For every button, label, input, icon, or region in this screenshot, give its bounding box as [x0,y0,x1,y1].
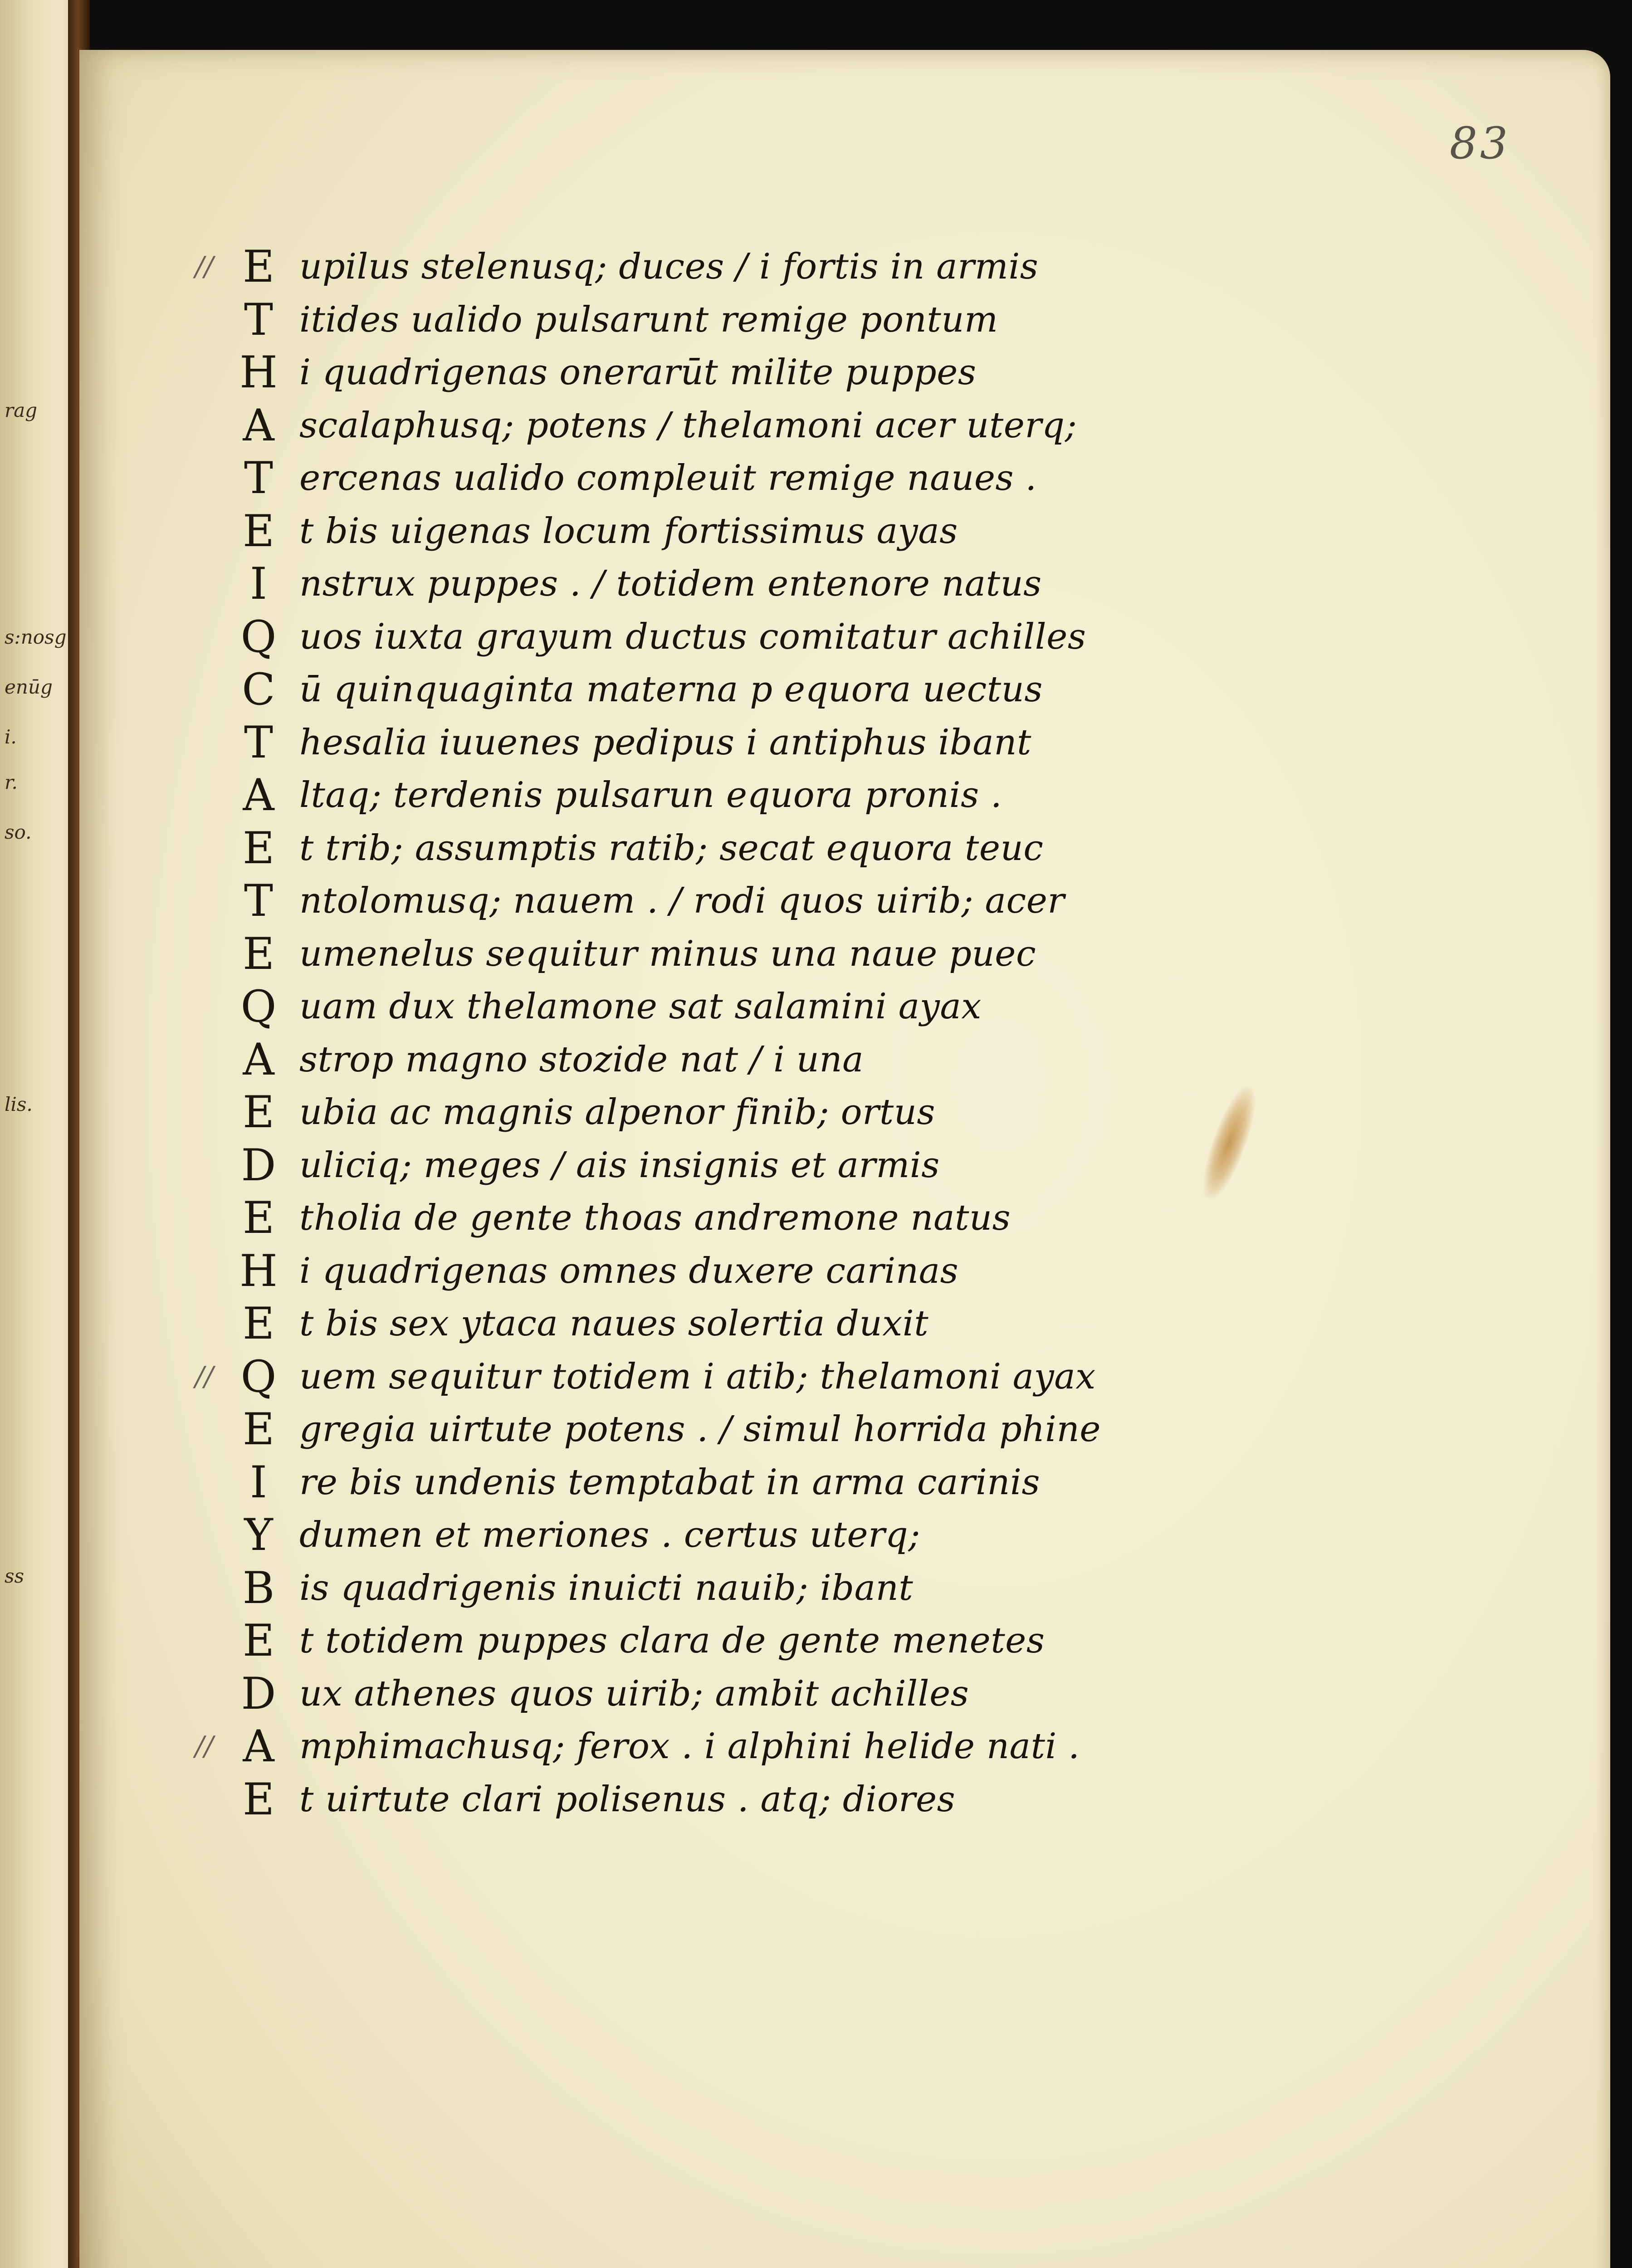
verse-initial: D [241,1139,276,1191]
margin-mark: // [195,251,214,283]
verse-text: t totidem puppes clara de gente menetes [299,1620,1045,1661]
verse-text: i quadrigenas omnes duxere carinas [299,1250,959,1291]
verse-text: gregia uirtute potens . / simul horrida phine [299,1409,1101,1450]
verse-text: i quadrigenas onerarūt milite puppes [299,352,977,393]
verse-initial: E [242,1298,275,1349]
verse-text: t bis uigenas locum fortissimus ayas [299,510,958,552]
verse-text: ercenas ualido compleuit remige naues . [299,458,1037,499]
verse-initial: E [242,1087,275,1138]
verse-text: ltaq; terdenis pulsarun equora pronis . [299,775,1002,816]
verse-text: uliciq; meges / ais insignis et armis [299,1144,940,1186]
verse-text: nstrux puppes . / totidem entenore natus [299,563,1042,604]
verse-text: hesalia iuuenes pedipus i antiphus ibant [299,722,1031,763]
facing-page-fragment: i. [5,726,17,748]
verse-initial: A [243,1034,274,1085]
verse-initial: E [242,822,275,874]
folio-number: 83 [1449,118,1510,169]
verse-initial: Q [240,981,277,1032]
facing-page-fragment: r. [5,771,18,793]
manuscript-page [79,50,1610,2268]
facing-page-edge [0,0,79,2268]
verse-initial: B [242,1562,275,1613]
verse-text: t bis sex ytaca naues solertia duxit [299,1303,929,1344]
facing-page-fragment: s:nosg [5,626,67,648]
verse-initial: D [241,1668,276,1719]
verse-text: ux athenes quos uirib; ambit achilles [299,1673,969,1714]
verse-text: re bis undenis temptabat in arma carinis [299,1461,1040,1503]
verse-initial: I [250,558,267,609]
verse-text: uam dux thelamone sat salamini ayax [299,986,982,1027]
verse-initial: E [242,241,275,292]
verse-text: mphimachusq; ferox . i alphini helide nati . [299,1726,1080,1767]
facing-page-fragment: enūg [5,676,53,698]
verse-text: uem sequitur totidem i atib; thelamoni ayax [299,1356,1096,1397]
verse-initial: T [244,717,274,768]
verse-text: t uirtute clari polisenus . atq; diores [299,1779,956,1820]
verse-initial: E [242,505,275,557]
verse-text: upilus stelenusq; duces / i fortis in armis [299,246,1039,287]
verse-initial: A [243,770,274,821]
verse-text: t trib; assumptis ratib; secat equora teuc [299,827,1044,869]
facing-page-fragment: so. [5,821,32,843]
page-stain [1194,1082,1265,1204]
verse-text: itides ualido pulsarunt remige pontum [299,299,998,340]
verse-initial: E [242,1774,275,1825]
verse-initial: C [242,664,275,715]
verse-initial: E [242,1615,275,1666]
margin-mark: // [195,1730,214,1762]
verse-initial: Q [240,611,277,662]
verse-initial: T [244,294,274,345]
facing-page-fragment: lis. [5,1093,33,1115]
facing-page-fragment: ss [5,1565,24,1587]
verse-initial: Y [244,1510,273,1560]
verse-text: scalaphusq; potens / thelamoni acer uterq; [299,405,1077,446]
verse-text: umenelus sequitur minus una naue puec [299,933,1036,974]
verse-text: is quadrigenis inuicti nauib; ibant [299,1567,914,1608]
verse-initial: H [239,347,278,398]
margin-mark: // [195,1360,214,1393]
facing-page-fragment: rag [5,399,38,421]
verse-initial: T [244,875,274,926]
verse-initial: A [243,1721,274,1772]
verse-text: uos iuxta grayum ductus comitatur achilles [299,616,1086,657]
verse-text: ntolomusq; nauem . / rodi quos uirib; acer [299,880,1065,921]
verse-initial: E [242,928,275,979]
verse-initial: A [243,400,274,451]
verse-initial: Q [240,1351,277,1402]
verse-text: ubia ac magnis alpenor finib; ortus [299,1092,935,1133]
verse-text: dumen et meriones . certus uterq; [299,1515,921,1555]
verse-initial: T [244,453,274,503]
verse-initial: E [242,1404,275,1455]
verse-text: tholia de gente thoas andremone natus [299,1198,1011,1238]
verse-initial: I [250,1457,267,1508]
verse-text: strop magno stozide nat / i una [299,1039,864,1080]
verse-initial: H [239,1245,278,1296]
verse-text: ū quinquaginta materna p equora uectus [299,669,1043,710]
verse-initial: E [242,1193,275,1243]
